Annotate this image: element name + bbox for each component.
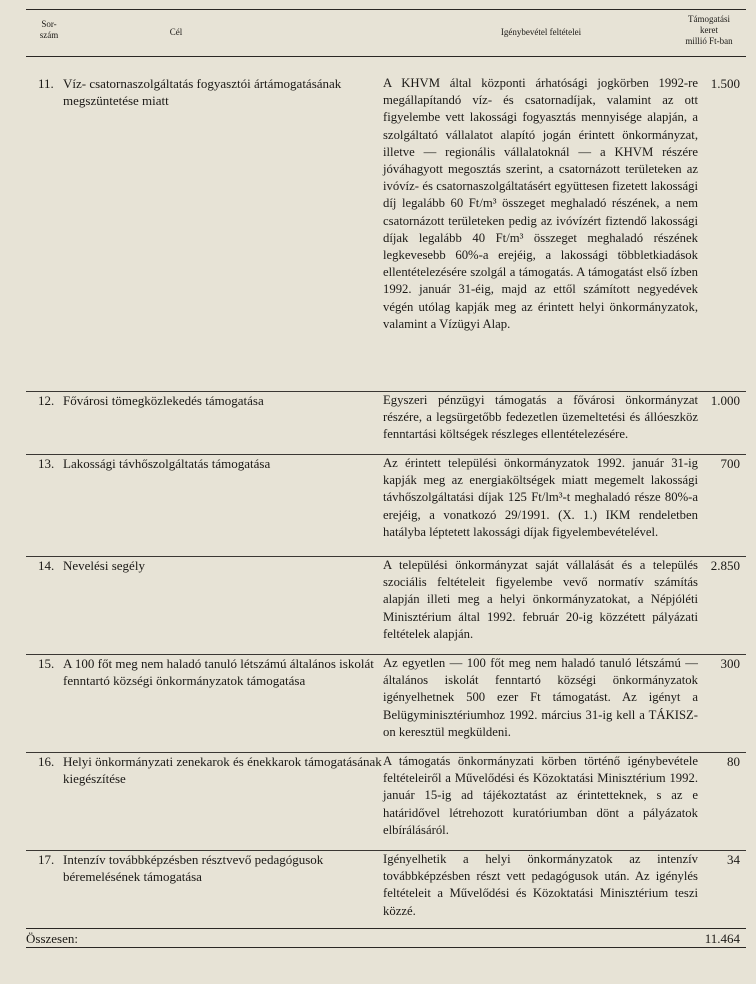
total-label: Összesen:: [26, 931, 78, 946]
row-igenybevetel: Igényelhetik a helyi önkormányzatok az intenzív továbbképzésben részt vett pedagógusok után. Az igénylés feltételeit a Művelődési és Közoktatási Minisztérium teszi közzé.: [383, 852, 698, 918]
row-cel: Nevelési segély: [63, 558, 145, 573]
row-cel: Fővárosi tömegközlekedés támogatása: [63, 393, 264, 408]
table-row: [26, 75, 746, 391]
row-cel: Intenzív továbbképzésben résztvevő pedagógusok béremelésének támogatása: [63, 852, 324, 885]
row-cel: Lakossági távhőszolgáltatás támogatása: [63, 456, 271, 471]
header-cel: Cél: [169, 27, 183, 37]
row-igenybevetel: Az érintett települési önkormányzatok 1992. január 31-ig kapják meg az energiaköltségek miatt megemelt lakossági távhőszolgáltatási díjak 125 Ft/lm³-t meghaladó része 80%-a erejéig, a vonatkozó 29/1991. (X. 1.) IKM rendeletben hatályba léptetett lakossági díjak figyelembevételével.: [383, 456, 698, 539]
row-amount: 300: [720, 656, 740, 671]
table-row: [26, 391, 746, 455]
row-number: 13.: [38, 456, 55, 471]
total-value: 11.464: [704, 931, 740, 946]
row-igenybevetel: Az egyetlen — 100 főt meg nem haladó tanuló létszámú — általános iskolát fenntartó községi önkormányzatok igényelhetnek 500 ezer Ft támogatást. Az igényt a Belügyminisztériumhoz 1992. március 31-ig kell a TÁKISZ-on keresztül megküldeni.: [383, 656, 698, 739]
row-igenybevetel: A települési önkormányzat saját vállalását és a település szociális feltételeit figyelembe vevő normatív számítás alapján illeti meg a helyi önkormányzatokat, a Népjóléti Minisztérium által 1992. február 20-ig közzétett pályázati feltételek alapján.: [383, 558, 698, 641]
row-number: 12.: [38, 393, 55, 408]
row-amount: 80: [727, 754, 740, 769]
row-number: 15.: [38, 656, 55, 671]
total-row: [26, 928, 746, 948]
row-number: 14.: [38, 558, 55, 573]
row-amount: 34: [727, 852, 740, 867]
row-igenybevetel: Egyszeri pénzügyi támogatás a fővárosi önkormányzat részére, a legsürgetőbb fedezetlen üzemeltetési és állóeszköz fenntartási költségek részleges ellentételezésére.: [383, 393, 698, 442]
row-cel: Víz- csatornaszolgáltatás fogyasztói ártámogatásának megszüntetése miatt: [63, 76, 342, 109]
row-igenybevetel: A támogatás önkormányzati körben történő igénybevétele feltételeiről a Művelődési és Közoktatási Minisztérium 1992. január 15-ig ad tájékoztatást az érintetteknek, s az e határidővel létrehozott kuratóriumban dönt a pályázatok elbírálásáról.: [383, 754, 698, 837]
table-row: [26, 654, 746, 753]
header-igenybevetel: Igénybevétel feltételei: [500, 27, 582, 37]
table-row: [26, 850, 746, 929]
table-header: [26, 9, 746, 57]
header-tamogatasi-keret: Támogatási keret millió Ft-ban: [685, 14, 733, 46]
row-number: 17.: [38, 852, 55, 867]
header-sorszam: Sor- szám: [39, 19, 59, 40]
table-row: [26, 454, 746, 557]
table-row: [26, 752, 746, 851]
row-cel: A 100 főt meg nem haladó tanuló létszámú általános iskolát fenntartó községi önkormányzatok támogatása: [63, 656, 374, 689]
table-row: [26, 556, 746, 655]
row-igenybevetel: A KHVM által központi árhatósági jogkörben 1992-re megállapítandó víz- és csatornadíjak, valamint az ott figyelembe vett lakossági fogyasztás mennyisége alapján, a szolgáltató vállalatot alapító jogán érintett önkormányzat, illetve — regionális vállalatoknál — a KHVM részére jóváhagyott megosztás szerint, a csatornázott területeken az ivóvíz- és csatornaszolgáltatásért együttesen fizetett lakossági díj legalább 60 Ft/m³ összeget meghaladó részének, a nem csatornázott területeken pedig az ivóvízért fiztendő lakossági díjak legalább 40 Ft/m³ összeget meghaladó részének legkevesebb 60%-a erejéig, a lakossági többletkiadások ellentételezésére szolgál a támogatás. A támogatást első ízben 1992. január 31-éig, majd az ettől számított negyedévek végén utólag kapják meg az érintett helyi önkormányzatok, valamint a Vízügyi Alap.: [383, 76, 698, 331]
row-cel: Helyi önkormányzati zenekarok és énekkarok támogatásának kiegészítése: [63, 754, 382, 787]
row-amount: 1.500: [710, 76, 740, 91]
row-number: 16.: [38, 754, 55, 769]
row-amount: 1.000: [710, 393, 740, 408]
row-number: 11.: [38, 76, 54, 91]
row-amount: 2.850: [710, 558, 740, 573]
row-amount: 700: [720, 456, 740, 471]
